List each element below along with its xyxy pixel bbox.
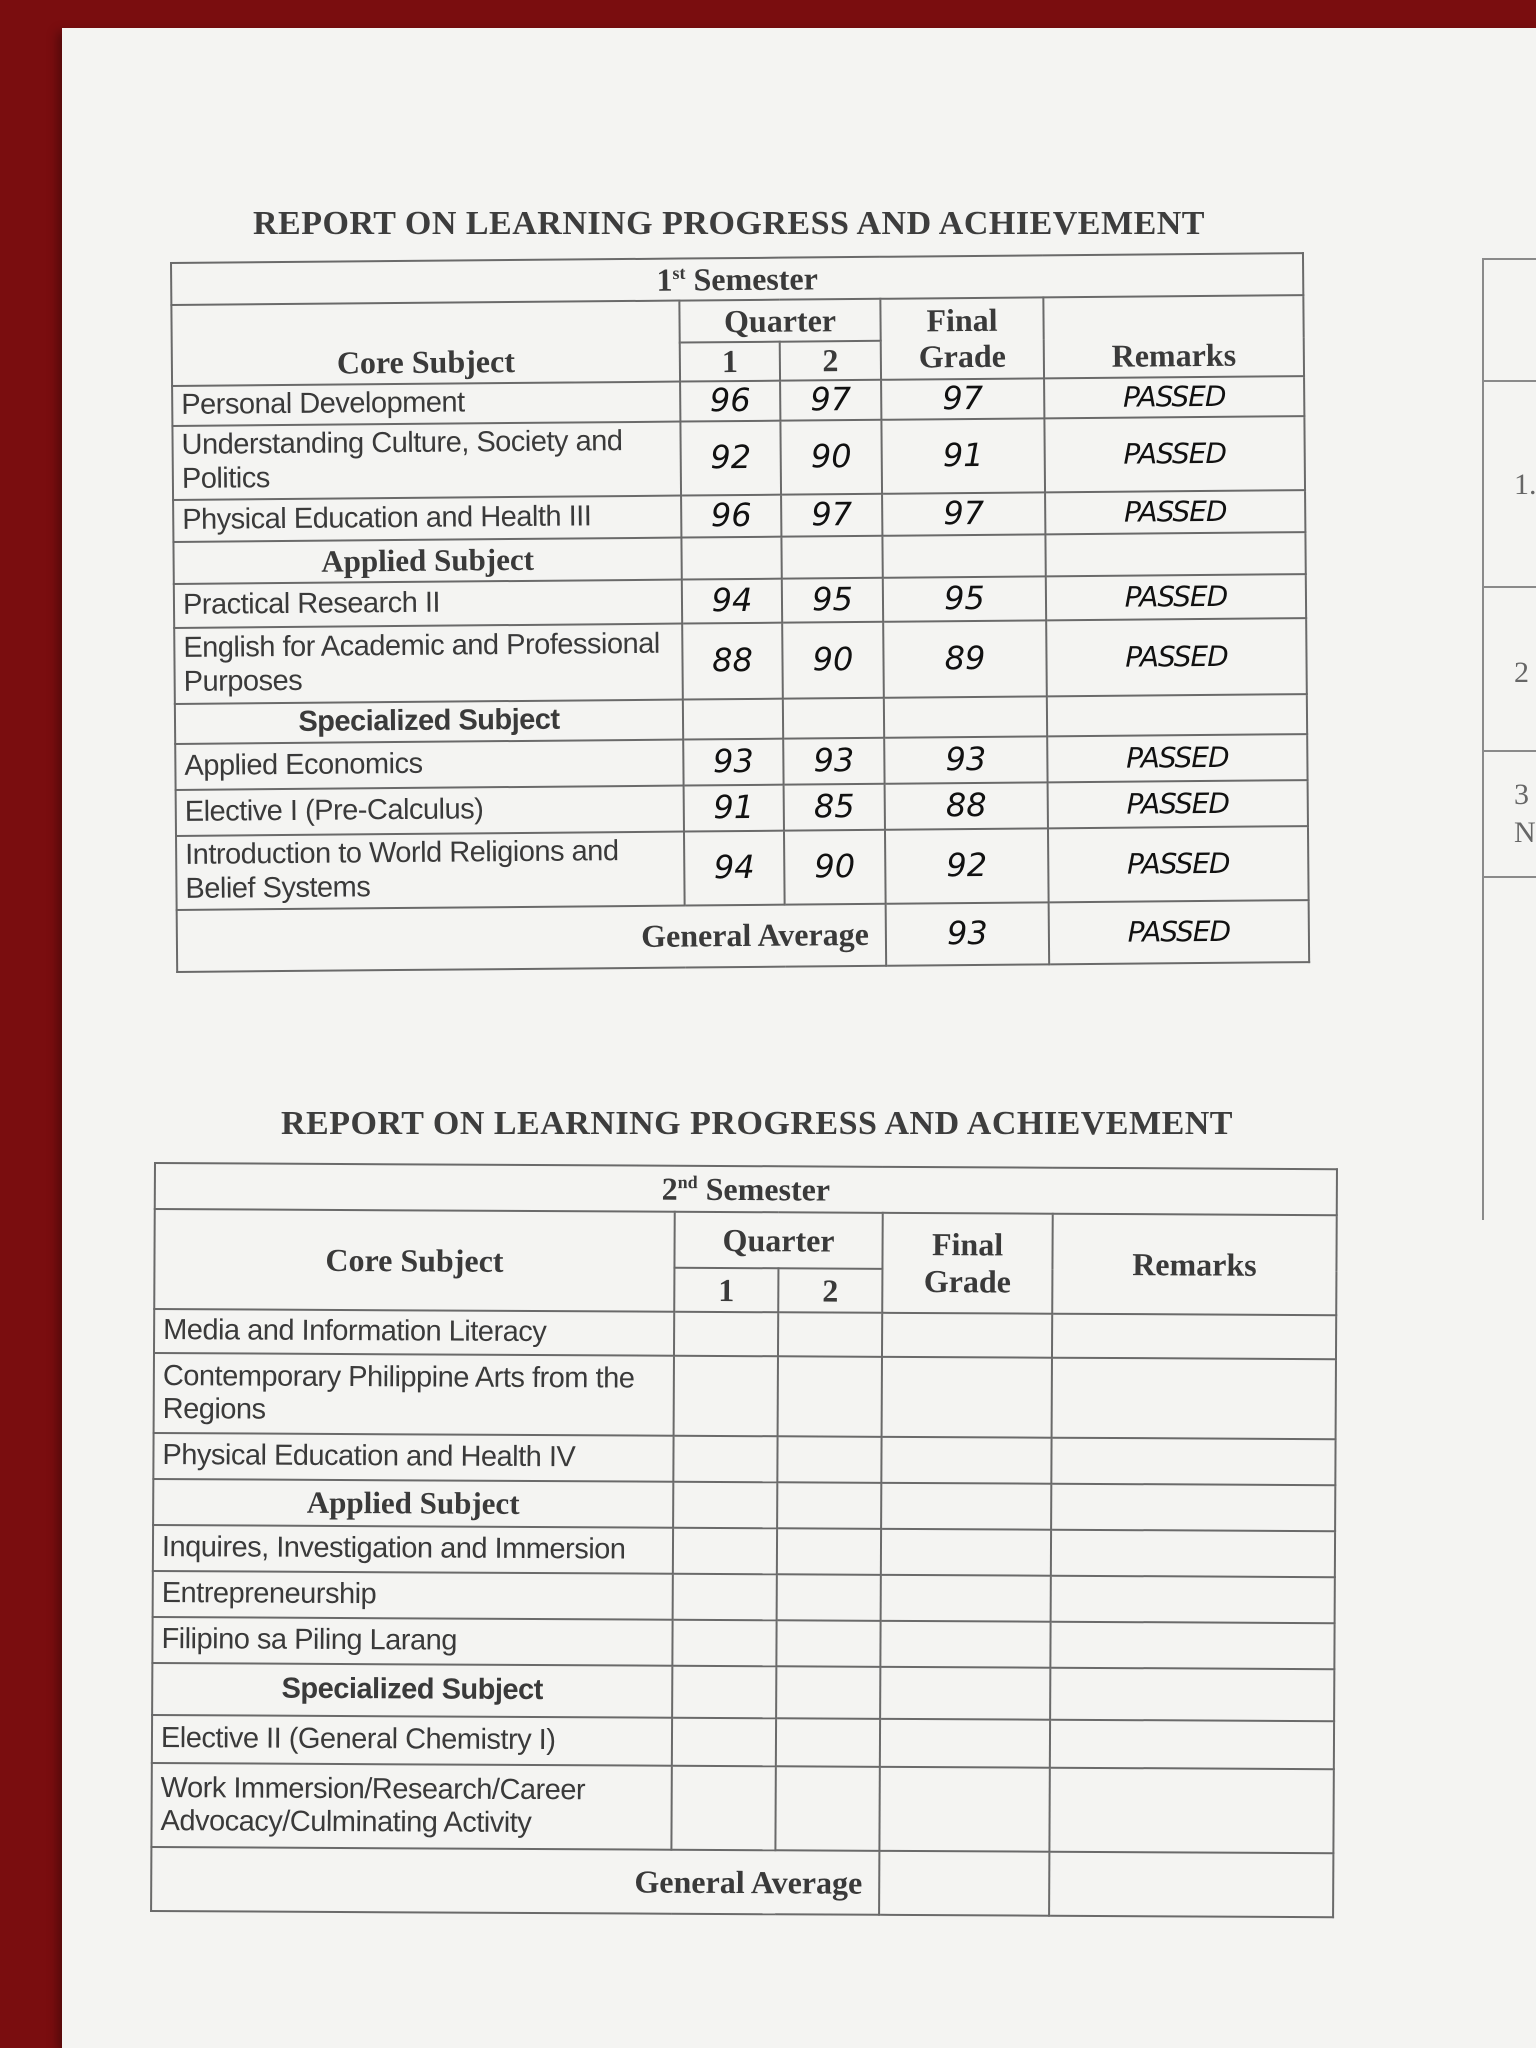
subject-name: Entrepreneurship xyxy=(153,1571,673,1620)
final-grade: 97 xyxy=(882,492,1045,535)
sem1-grades-table xyxy=(170,252,1310,973)
subject-name: Work Immersion/Research/Career Advocacy/Culminating Activity xyxy=(151,1763,671,1850)
q2-grade: 97 xyxy=(780,380,881,421)
table-row xyxy=(153,1525,1335,1577)
fragment-number: 3 xyxy=(1514,778,1529,811)
remarks: PASSED xyxy=(1045,490,1305,534)
remarks-header: Remarks xyxy=(1043,295,1304,378)
remarks: PASSED xyxy=(1044,416,1305,492)
subject-name: Media and Information Literacy xyxy=(154,1309,674,1356)
subject-name: Elective I (Pre-Calculus) xyxy=(176,785,684,835)
applied-subject-header: Applied Subject xyxy=(153,1479,673,1528)
final-grade-header: Final Grade xyxy=(882,1213,1053,1314)
sem2-grades-table xyxy=(150,1162,1338,1918)
q2-grade: 97 xyxy=(781,494,882,537)
q1-grade: 94 xyxy=(684,830,785,905)
general-average-row xyxy=(151,1847,1333,1917)
general-average-label: General Average xyxy=(177,904,887,972)
q1-grade: 94 xyxy=(682,578,782,623)
table-row xyxy=(174,618,1307,704)
specialized-subject-header: Specialized Subject xyxy=(175,699,683,743)
subject-name: Contemporary Philippine Arts from the Regions xyxy=(154,1353,674,1436)
fragment-number: 2 xyxy=(1514,656,1529,689)
remarks-header: Remarks xyxy=(1052,1214,1337,1315)
report-title-sem2: REPORT ON LEARNING PROGRESS AND ACHIEVEMENT xyxy=(281,1105,1233,1142)
q1-grade: 96 xyxy=(681,494,781,537)
q2-grade: 90 xyxy=(782,622,884,699)
table-row xyxy=(172,416,1305,500)
semester-header: 1st Semester xyxy=(171,253,1303,305)
subject-name: Applied Economics xyxy=(175,739,683,789)
general-average-remarks: PASSED xyxy=(1049,900,1310,964)
table-row xyxy=(153,1571,1335,1623)
fragment-letter: N xyxy=(1514,816,1536,849)
remarks: PASSED xyxy=(1044,376,1304,418)
subject-name: English for Academic and Professional Purposes xyxy=(174,623,683,703)
quarter-2-header: 2 xyxy=(780,341,881,381)
subject-name: Filipino sa Piling Larang xyxy=(152,1617,672,1666)
report-title-sem1: REPORT ON LEARNING PROGRESS AND ACHIEVEMENT xyxy=(253,205,1205,242)
q2-grade: 93 xyxy=(783,738,884,785)
q2-grade: 90 xyxy=(780,420,882,495)
subject-name: Inquires, Investigation and Immersion xyxy=(153,1525,673,1574)
q2-grade: 95 xyxy=(782,578,883,623)
q1-grade: 88 xyxy=(682,622,783,699)
final-grade: 92 xyxy=(885,828,1049,903)
quarter-1-header: 1 xyxy=(680,342,780,382)
quarter-header: Quarter xyxy=(674,1212,882,1269)
subject-name: Introduction to World Religions and Belief Systems xyxy=(176,831,685,909)
quarter-2-header: 2 xyxy=(778,1268,882,1313)
table-row xyxy=(151,1763,1333,1853)
subject-name: Understanding Culture, Society and Politics xyxy=(172,421,681,499)
core-subject-header: Core Subject xyxy=(154,1209,675,1312)
q2-grade: 90 xyxy=(784,830,886,905)
quarter-header: Quarter xyxy=(679,299,880,343)
final-grade: 97 xyxy=(881,378,1044,419)
semester-header: 2nd Semester xyxy=(155,1163,1337,1215)
table-row xyxy=(154,1309,1336,1359)
general-average-row xyxy=(177,900,1309,972)
remarks: PASSED xyxy=(1046,574,1306,620)
final-grade: 89 xyxy=(883,620,1047,697)
table-row xyxy=(153,1433,1335,1485)
table-row xyxy=(154,1353,1336,1439)
adjacent-page-fragment xyxy=(1482,258,1536,1220)
q2-grade: 85 xyxy=(784,784,885,831)
final-grade: 91 xyxy=(881,418,1045,493)
final-grade: 95 xyxy=(883,576,1046,621)
general-average-label: General Average xyxy=(151,1847,879,1915)
q1-grade: 91 xyxy=(684,784,784,831)
remarks: PASSED xyxy=(1047,734,1307,782)
core-subject-header: Core Subject xyxy=(171,301,680,386)
table-row xyxy=(176,826,1309,910)
remarks: PASSED xyxy=(1046,618,1307,696)
q1-grade: 96 xyxy=(680,380,780,421)
q1-grade: 93 xyxy=(683,738,783,785)
quarter-1-header: 1 xyxy=(674,1268,778,1313)
remarks: PASSED xyxy=(1048,780,1308,828)
subject-name: Practical Research II xyxy=(174,579,682,627)
q1-grade: 92 xyxy=(680,420,781,495)
general-average-value: 93 xyxy=(886,902,1050,965)
specialized-subject-header: Specialized Subject xyxy=(152,1663,672,1718)
fragment-number: 1. xyxy=(1514,468,1536,501)
subject-name: Physical Education and Health IV xyxy=(153,1433,673,1482)
final-grade: 88 xyxy=(885,782,1048,829)
table-row xyxy=(152,1715,1334,1769)
final-grade: 93 xyxy=(884,736,1047,783)
subject-name: Elective II (General Chemistry I) xyxy=(152,1715,672,1766)
applied-subject-header: Applied Subject xyxy=(173,537,681,583)
subject-name: Physical Education and Health III xyxy=(173,495,681,541)
remarks: PASSED xyxy=(1048,826,1309,902)
table-row xyxy=(152,1617,1334,1669)
final-grade-header: Final Grade xyxy=(880,297,1044,379)
subject-name: Personal Development xyxy=(172,381,680,425)
